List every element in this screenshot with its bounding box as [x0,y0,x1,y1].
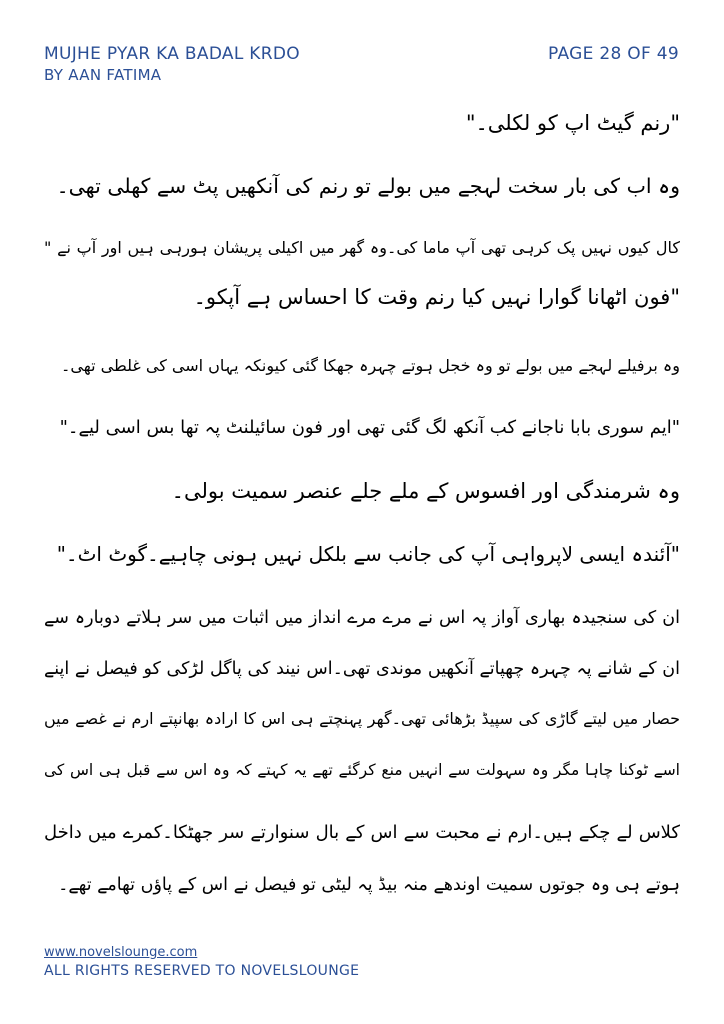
text-line: حصار میں لیتے گاڑی کی سپیڈ بڑھائی تھی۔گھر پہنچتے ہی اس کا ارادہ بھانپتے ارم نے غصے میں [44,709,680,728]
text-line: اسے ٹوکنا چاہا مگر وہ سہولت سے انہیں منع کرگئے تھے یہ کہتے کہ وہ اس سے قبل ہی اس کی [44,761,680,779]
text-line: ان کی سنجیدہ بھاری آواز پہ اس نے مرے مرے انداز میں اثبات میں سر ہلاتے دوبارہ سے [44,608,680,628]
text-line: وہ شرمندگی اور افسوس کے ملے جلے عنصر سمیت بولی۔ [171,479,680,503]
text-line: کال کیوں نہیں پک کرہی تھی آپ ماما کی۔وہ گھر میں اکیلی پریشان ہورہی ہیں اور آپ نے " [44,238,680,257]
page-indicator: PAGE 28 OF 49 [548,44,679,64]
website-link[interactable]: www.novelslounge.com [44,945,198,960]
text-line: وہ اب کی بار سخت لہجے میں بولے تو رنم کی آنکھیں پٹ سے کھلی تھی۔ [56,174,680,198]
text-line: "ایم سوری بابا ناجانے کب آنکھ لگ گئی تھی اور فون سائیلنٹ پہ تھا بس اسی لیے۔" [59,417,680,438]
text-line: وہ برفیلے لہجے میں بولے تو وہ خجل ہوتے چہرہ جھکا گئی کیونکہ یہاں اسی کی غلطی تھی۔ [61,356,680,375]
text-line: "رنم گیٹ اپ کو لکلی۔" [465,111,680,135]
text-line: "فون اٹھانا گوارا نہیں کیا رنم وقت کا احساس ہے آپکو۔ [193,285,680,309]
text-line: ان کے شانے پہ چہرہ چھپاتے آنکھیں موندی تھی۔اس نیند کی پاگل لڑکی کو فیصل نے اپنے [44,659,680,679]
rights-notice: ALL RIGHTS RESERVED TO NOVELSLOUNGE [44,963,360,979]
text-line: کلاس لے چکے ہیں۔ارم نے محبت سے اس کے بال سنوارتے سر جھٹکا۔کمرے میں داخل [44,822,680,843]
book-title: MUJHE PYAR KA BADAL KRDO [44,44,300,64]
author-name: BY AAN FATIMA [44,66,162,84]
text-line: "آئندہ ایسی لاپرواہی آپ کی جانب سے بلکل نہیں ہونی چاہیے۔گوٹ اٹ۔" [56,542,680,566]
text-line: ہوتے ہی وہ جوتوں سمیت اوندھے منہ بیڈ پہ لیٹی تو فیصل نے اس کے پاؤں تھامے تھے۔ [58,875,680,895]
